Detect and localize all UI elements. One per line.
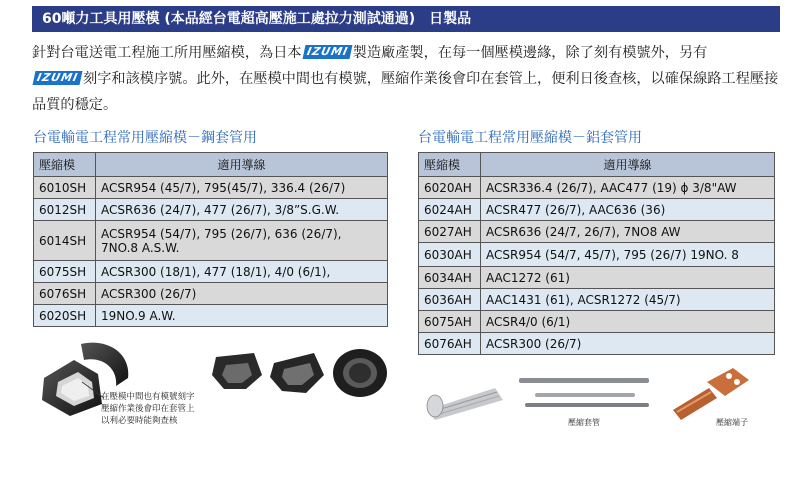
die-code: 6024AH [419, 199, 481, 221]
die-code: 6014SH [34, 221, 96, 261]
table-row [34, 261, 388, 283]
die-code: 6076SH [34, 283, 96, 305]
table-row [419, 177, 775, 199]
steel-header-die: 壓縮模 [34, 153, 96, 177]
die-code: 6034AH [419, 267, 481, 289]
alum-header-die: 壓縮模 [419, 153, 481, 177]
die-code: 6075AH [419, 311, 481, 333]
table-row [419, 243, 775, 267]
table-row [34, 199, 388, 221]
intro-text-1: 針對台電送電工程施工所用壓縮模，為日本 [32, 45, 302, 61]
table-row [419, 289, 775, 311]
table-row [34, 177, 388, 199]
alum-header-conductor: 適用導線 [481, 153, 775, 177]
table-row [419, 221, 775, 243]
conductor-spec: AAC1272 (61) [481, 267, 775, 289]
conductor-spec: ACSR954 (54/7, 45/7), 795 (26/7) 19NO. 8 [481, 243, 775, 267]
steel-table-title: 台電輸電工程常用壓縮模－鋼套管用 [33, 130, 257, 146]
table-row [419, 333, 775, 355]
conductor-spec: ACSR300 (26/7) [481, 333, 775, 355]
die-caption-line-2: 壓縮作業後會印在套管上 [101, 404, 195, 414]
sleeve-caption: 壓縮套管 [568, 418, 600, 427]
conductor-spec: ACSR636 (24/7, 26/7), 7NO8 AW [481, 221, 775, 243]
alum-die-table [418, 152, 775, 355]
die-code: 6027AH [419, 221, 481, 243]
page-banner: 60噸力工具用壓模 (本品經台電超高壓施工處拉力測試通過) 日製品 [32, 6, 780, 32]
die-code: 6030AH [419, 243, 481, 267]
die-code: 6075SH [34, 261, 96, 283]
terminal-caption: 壓縮端子 [716, 418, 748, 427]
table-row [34, 305, 388, 327]
steel-header-conductor: 適用導線 [96, 153, 388, 177]
table-row [419, 267, 775, 289]
conductor-spec: ACSR336.4 (26/7), AAC477 (19) ϕ 3/8"AW [481, 177, 775, 199]
steel-die-table [33, 152, 388, 327]
intro-text-3: 刻字和該模序號。此外，在壓模中間也有模號，壓縮作業後會印在套管上，便利日後查核，以確保線路工程壓接品質的穩定。 [32, 71, 779, 113]
die-code: 6076AH [419, 333, 481, 355]
conductor-spec: 19NO.9 A.W. [96, 305, 388, 327]
conductor-spec: ACSR300 (26/7) [96, 283, 388, 305]
terminal-photo-icon [667, 364, 752, 422]
die-code: 6020AH [419, 177, 481, 199]
die-caption-line-1: 在壓模中間也有模號刻字 [101, 392, 195, 402]
intro-paragraph [32, 40, 782, 118]
conductor-photo-icon [425, 370, 505, 422]
izumi-logo-2: IZUMI [33, 71, 83, 85]
table-row [419, 199, 775, 221]
alum-table-title: 台電輸電工程常用壓縮模－鋁套管用 [418, 130, 642, 146]
intro-text-2: 製造廠產製，在每一個壓模邊緣，除了刻有模號外，另有 [352, 45, 708, 61]
die-caption [101, 391, 195, 427]
table-row [419, 311, 775, 333]
conductor-spec [96, 221, 388, 261]
sleeve-photo-icon [517, 374, 652, 410]
conductor-spec: AAC1431 (61), ACSR1272 (45/7) [481, 289, 775, 311]
table-row [34, 221, 388, 261]
die-code: 6020SH [34, 305, 96, 327]
conductor-spec: ACSR4/0 (6/1) [481, 311, 775, 333]
conductor-spec: ACSR954 (45/7), 795(45/7), 336.4 (26/7) [96, 177, 388, 199]
die-code: 6012SH [34, 199, 96, 221]
die-caption-line-3: 以利必要時能夠查核 [101, 416, 178, 426]
die-code: 6036AH [419, 289, 481, 311]
conductor-spec: ACSR636 (24/7), 477 (26/7), 3/8”S.G.W. [96, 199, 388, 221]
conductor-spec: ACSR300 (18/1), 477 (18/1), 4/0 (6/1), [96, 261, 388, 283]
conductor-spec: ACSR477 (26/7), AAC636 (36) [481, 199, 775, 221]
conductor-spec-line-2: 7NO.8 A.S.W. [101, 240, 180, 255]
conductor-spec-line-1: ACSR954 (54/7), 795 (26/7), 636 (26/7), [101, 226, 342, 241]
die-code: 6010SH [34, 177, 96, 199]
izumi-logo: IZUMI [302, 45, 352, 59]
die-set-photo-icon [210, 345, 390, 400]
table-row [34, 283, 388, 305]
